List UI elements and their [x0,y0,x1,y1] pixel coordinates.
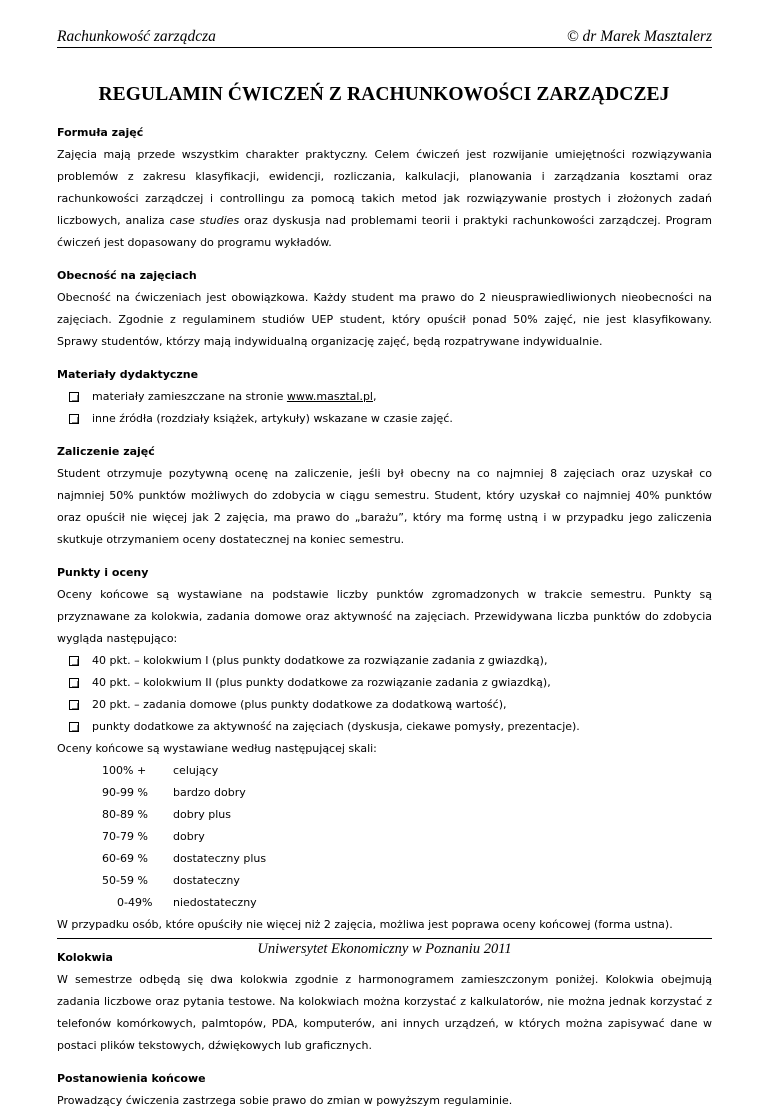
page-header [57,25,712,48]
grade-scale-intro: Oceny końcowe są wystawiane według następującej skali: [57,742,377,755]
grade-range: 60-69 % [102,852,148,865]
heading-final: Postanowienia końcowe [57,1072,206,1085]
grade-row [57,826,712,848]
paragraph-points-outro: W przypadku osób, które opuściły nie więcej niż 2 zajęcia, możliwa jest poprawa oceny końcowej (forma ustna). [57,918,673,931]
document-body [57,122,712,1112]
header-author: © dr Marek Masztalerz [566,28,712,45]
paragraph-formula [57,144,712,254]
checkbox-bullet-icon [69,678,79,688]
materials-item-text: inne źródła (rozdziały książek, artykuły) wskazane w czasie zajęć. [92,412,453,425]
list-item [57,386,712,408]
formula-text-2: oraz dyskusja nad problemami teorii i praktyki rachunkowości zarządczej. Program ćwiczeń jest dopasowany do programu wykładów. [57,214,712,249]
grade-row [57,892,712,914]
list-item [57,408,712,430]
grade-range: 80-89 % [102,808,148,821]
grade-range: 50-59 % [102,874,148,887]
formula-text-1: Zajęcia mają przede wszystkim charakter praktyczny. Celem ćwiczeń jest rozwijanie umiejętności rozwiązywania problemów z zakresu klasyfikacji, ewidencji, rozliczania, kalkulacji, planowania i zarządzania kosztami oraz rachunkowości zarządczej i controllingu za pomocą takich metod jak rozwiązywanie prostych i złożonych zadań liczbowych, analiza [57,148,712,227]
header-course-name: Rachunkowość zarządcza [57,28,216,45]
paragraph-credit: Student otrzymuje pozytywną ocenę na zaliczenie, jeśli był obecny na co najmniej 8 zajęciach oraz uzyskał co najmniej 50% punktów możliwych do zdobycia w ciągu semestru. Student, który uzyskał co najmniej 40% punktów oraz opuścił nie więcej jak 2 zajęcia, ma prawo do „barażu”, który ma formę ustną i w przypadku jego zaliczenia skutkuje otrzymaniem oceny dostatecznej na koniec semestru. [57,467,712,546]
heading-materials: Materiały dydaktyczne [57,368,199,381]
points-item-text: punkty dodatkowe za aktywność na zajęciach (dyskusja, ciekawe pomysły, prezentacje). [92,720,580,733]
grade-range: 0-49% [117,896,153,909]
checkbox-bullet-icon [69,392,79,402]
document-title: REGULAMIN ĆWICZEŃ Z RACHUNKOWOŚCI ZARZĄDCZEJ [98,84,670,105]
grade-name: bardzo dobry [173,786,246,799]
grade-range: 90-99 % [102,786,148,799]
grade-name: dostateczny [173,874,240,887]
materials-item-suffix: , [373,390,377,403]
grade-row [57,804,712,826]
grade-row [57,760,712,782]
points-item-text: 40 pkt. – kolokwium I (plus punkty dodatkowe za rozwiązanie zadania z gwiazdką), [92,654,548,667]
website-link[interactable]: www.masztal.pl [286,390,373,403]
grade-name: dostateczny plus [173,852,267,865]
points-item-text: 40 pkt. – kolokwium II (plus punkty dodatkowe za rozwiązanie zadania z gwiazdką), [92,676,551,689]
checkbox-bullet-icon [69,700,79,710]
paragraph-attendance: Obecność na ćwiczeniach jest obowiązkowa. Każdy student ma prawo do 2 nieusprawiedliwionych nieobecności na zajęciach. Zgodnie z regulaminem studiów UEP student, który opuścił ponad 50% zajęć, nie jest klasyfikowany. Sprawy studentów, którzy mają indywidualną organizację zajęć, będą rozpatrywane indywidualnie. [57,291,712,348]
checkbox-bullet-icon [69,656,79,666]
paragraph-tests: W semestrze odbędą się dwa kolokwia zgodnie z harmonogramem zamieszczonym poniżej. Kolokwia obejmują zadania liczbowe oraz pytania testowe. Na kolokwiach można korzystać z kalkulatorów, nie można jednak korzystać z telefonów komórkowych, palmtopów, PDA, komputerów, ani innych urządzeń, w których można zapisywać dane w postaci plików tekstowych, dźwiękowych lub graficznych. [57,973,712,1052]
heading-formula: Formuła zajęć [57,126,144,139]
checkbox-bullet-icon [69,414,79,424]
grade-name: celujący [173,764,219,777]
grade-row [57,848,712,870]
heading-tests: Kolokwia [57,951,113,964]
list-item [57,694,712,716]
page-footer: Uniwersytet Ekonomiczny w Poznaniu 2011 [57,938,712,958]
heading-points: Punkty i oceny [57,566,149,579]
paragraph-points-intro: Oceny końcowe są wystawiane na podstawie liczby punktów zgromadzonych w trakcie semestru. Punkty są przyznawane za kolokwia, zadania domowe oraz aktywność na zajęciach. Przewidywana liczba punktów do zdobycia wygląda następująco: [57,588,712,645]
grade-range: 100% + [102,764,147,777]
grade-scale [57,760,712,914]
grade-name: dobry plus [173,808,231,821]
checkbox-bullet-icon [69,722,79,732]
grade-range: 70-79 % [102,830,148,843]
paragraph-final: Prowadzący ćwiczenia zastrzega sobie prawo do zmian w powyższym regulaminie. [57,1094,513,1107]
list-item [57,672,712,694]
formula-text-italic: case studies [169,214,240,227]
grade-name: dobry [173,830,205,843]
grade-row [57,782,712,804]
grade-row [57,870,712,892]
points-item-text: 20 pkt. – zadania domowe (plus punkty dodatkowe za dodatkową wartość), [92,698,507,711]
grade-name: niedostateczny [173,896,257,909]
list-item [57,650,712,672]
heading-credit: Zaliczenie zajęć [57,445,155,458]
materials-item-text: materiały zamieszczane na stronie [92,390,287,403]
heading-attendance: Obecność na zajęciach [57,269,197,282]
list-item [57,716,712,738]
